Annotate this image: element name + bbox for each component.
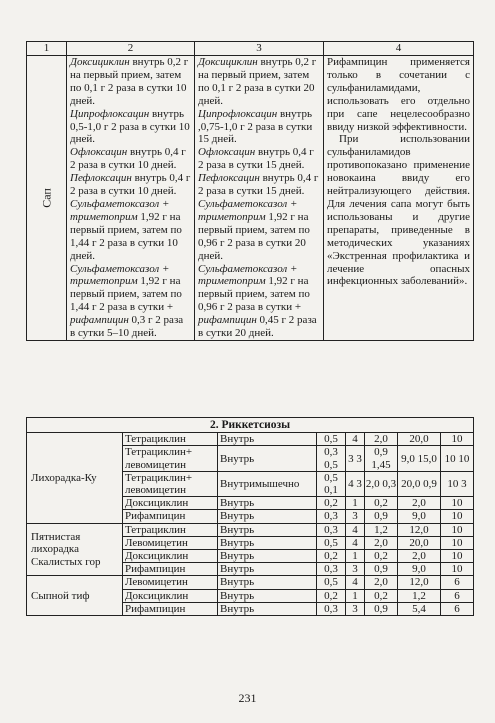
section-title: 2. Риккетсиозы bbox=[27, 418, 474, 433]
course-dose-cell: 20,0 bbox=[398, 433, 441, 446]
days-cell: 10 3 bbox=[441, 471, 474, 496]
route-cell: Внутрь bbox=[218, 589, 317, 602]
days-cell: 6 bbox=[441, 602, 474, 615]
drug-name: Ципрофлоксацин bbox=[70, 107, 150, 120]
daily-dose-cell: 0,9 bbox=[365, 563, 398, 576]
course-dose-cell: 12,0 bbox=[398, 523, 441, 536]
dose-cell: 0,3 bbox=[317, 602, 346, 615]
daily-dose-cell: 2,0 bbox=[365, 576, 398, 589]
daily-dose-cell: 1,2 bbox=[365, 523, 398, 536]
regimen-item bbox=[198, 172, 320, 198]
regimen-text: внутрь ,0,75-1,0 г 2 раза в сутки 15 дней. bbox=[198, 107, 313, 146]
disease-name: Пятнистая лихорадка Скалистых гор bbox=[27, 523, 123, 576]
regimen-item bbox=[70, 108, 191, 147]
glanders-row bbox=[27, 56, 474, 341]
route-cell: Внутрь bbox=[218, 563, 317, 576]
dose-cell: 0,5 bbox=[317, 433, 346, 446]
notes-cell bbox=[324, 56, 474, 341]
table-row bbox=[27, 576, 474, 589]
rickettsioses-table bbox=[26, 417, 474, 616]
dose-cell: 0,2 bbox=[317, 550, 346, 563]
regimen-item bbox=[70, 263, 191, 340]
days-cell: 6 bbox=[441, 576, 474, 589]
drug-name: рифампицин bbox=[198, 314, 257, 327]
daily-dose-cell: 2,0 bbox=[365, 433, 398, 446]
drug-cell: Левомицетин bbox=[123, 576, 218, 589]
col-number-1: 1 bbox=[27, 42, 67, 56]
days-cell: 10 bbox=[441, 497, 474, 510]
daily-dose-cell: 0,2 bbox=[365, 589, 398, 602]
regimen-text: 1,92 г на первый прием, затем по 0,96 г 2 раза в сутки 20 дней. bbox=[198, 210, 310, 262]
frequency-cell: 1 bbox=[346, 589, 365, 602]
frequency-cell: 3 bbox=[346, 563, 365, 576]
regimen-item bbox=[198, 263, 320, 340]
route-cell: Внутрь bbox=[218, 497, 317, 510]
daily-dose-cell: 2,0 0,3 bbox=[365, 471, 398, 496]
drug-name: Офлоксацин bbox=[70, 146, 128, 159]
disease-cell bbox=[27, 56, 67, 341]
drug-cell: Тетрациклин bbox=[123, 523, 218, 536]
drug-cell: Тетрациклин+ левомицетин bbox=[123, 471, 218, 496]
regimen-text: 0,45 г 2 раза в сутки 20 дней. bbox=[198, 314, 317, 340]
course-dose-cell: 5,4 bbox=[398, 602, 441, 615]
regimen-item bbox=[70, 198, 191, 263]
regimen-item bbox=[70, 56, 191, 108]
daily-dose-cell: 2,0 bbox=[365, 536, 398, 549]
drug-name: Пефлоксацин bbox=[70, 172, 132, 185]
regimen-text: 0,3 г 2 раза в сутки 5–10 дней. bbox=[70, 314, 184, 340]
dose-cell: 0,3 bbox=[317, 523, 346, 536]
days-cell: 10 bbox=[441, 550, 474, 563]
regimen-text: внутрь 0,2 г на первый прием, затем по 0,1 г 2 раза в сутки 10 дней. bbox=[70, 56, 189, 107]
regimen-text: внутрь 0,2 г на первый прием, затем по 0,1 г 2 раза в сутки 20 дней. bbox=[198, 56, 317, 107]
route-cell: Внутрь bbox=[218, 510, 317, 523]
regimen-text: внутрь 0,4 г 2 раза в сутки 10 дней. bbox=[70, 172, 191, 198]
frequency-cell: 1 bbox=[346, 550, 365, 563]
page-number: 231 bbox=[238, 691, 257, 705]
course-dose-cell: 2,0 bbox=[398, 497, 441, 510]
dose-cell: 0,5 bbox=[317, 576, 346, 589]
daily-dose-cell: 0,9 bbox=[365, 602, 398, 615]
course-dose-cell: 1,2 bbox=[398, 589, 441, 602]
treatment-cell bbox=[195, 56, 324, 341]
route-cell: Внутрь bbox=[218, 433, 317, 446]
route-cell: Внутрь bbox=[218, 536, 317, 549]
route-cell: Внутрь bbox=[218, 446, 317, 471]
drug-cell: Тетрациклин+ левомицетин bbox=[123, 446, 218, 471]
regimen-text: 1,92 г на первый прием, затем по 1,44 г 2 раза в сутки + bbox=[70, 275, 182, 314]
drug-cell: Доксициклин bbox=[123, 589, 218, 602]
drug-name: Ципрофлоксацин bbox=[198, 107, 278, 120]
days-cell: 10 bbox=[441, 433, 474, 446]
drug-cell: Доксициклин bbox=[123, 497, 218, 510]
drug-cell: Рифампицин bbox=[123, 510, 218, 523]
col-number-3: 3 bbox=[195, 42, 324, 56]
drug-name: Доксициклин bbox=[70, 56, 130, 68]
dose-cell: 0,5 0,1 bbox=[317, 471, 346, 496]
drug-name: Сульфаметоксазол + триметоприм bbox=[70, 262, 170, 288]
days-cell: 10 10 bbox=[441, 446, 474, 471]
dose-cell: 0,3 0,5 bbox=[317, 446, 346, 471]
dose-cell: 0,5 bbox=[317, 536, 346, 549]
drug-cell: Доксициклин bbox=[123, 550, 218, 563]
days-cell: 6 bbox=[441, 589, 474, 602]
drug-cell: Левомицетин bbox=[123, 536, 218, 549]
daily-dose-cell: 0,9 bbox=[365, 510, 398, 523]
course-dose-cell: 20,0 0,9 bbox=[398, 471, 441, 496]
regimen-item bbox=[198, 198, 320, 263]
column-number-row bbox=[27, 42, 474, 56]
frequency-cell: 4 bbox=[346, 536, 365, 549]
route-cell: Внутрь bbox=[218, 523, 317, 536]
regimen-item bbox=[70, 146, 191, 172]
dose-cell: 0,2 bbox=[317, 589, 346, 602]
regimen-item bbox=[198, 108, 320, 147]
regimen-text: 1,92 г на первый прием, затем по 0,96 г 2 раза в сутки + bbox=[198, 275, 310, 314]
drug-cell: Тетрациклин bbox=[123, 433, 218, 446]
days-cell: 10 bbox=[441, 563, 474, 576]
dose-cell: 0,3 bbox=[317, 563, 346, 576]
drug-name: Пефлоксацин bbox=[198, 172, 260, 185]
regimen-item bbox=[198, 146, 320, 172]
drug-name: рифампицин bbox=[70, 314, 129, 327]
route-cell: Внутрь bbox=[218, 550, 317, 563]
frequency-cell: 1 bbox=[346, 497, 365, 510]
drug-name: Доксициклин bbox=[198, 56, 258, 68]
disease-name: Лихорадка-Ку bbox=[27, 433, 123, 523]
col-number-4: 4 bbox=[324, 42, 474, 56]
days-cell: 10 bbox=[441, 510, 474, 523]
days-cell: 10 bbox=[441, 536, 474, 549]
table-row bbox=[27, 523, 474, 536]
drug-name: Сульфаметоксазол + триметоприм bbox=[70, 197, 170, 223]
days-cell: 10 bbox=[441, 523, 474, 536]
course-dose-cell: 9,0 15,0 bbox=[398, 446, 441, 471]
frequency-cell: 4 bbox=[346, 523, 365, 536]
drug-cell: Рифампицин bbox=[123, 602, 218, 615]
regimen-text: внутрь 0,5-1,0 г 2 раза в сутки 10 дней. bbox=[70, 107, 190, 146]
prophylaxis-cell bbox=[67, 56, 195, 341]
drug-name: Сульфаметоксазол + триметоприм bbox=[198, 197, 298, 223]
drug-cell: Рифампицин bbox=[123, 563, 218, 576]
course-dose-cell: 2,0 bbox=[398, 550, 441, 563]
note-paragraph: Рифампицин применяется только в сочетании с сульфаниламидами, использовать его отдельно при сапе нецелесообразно ввиду низкой эффективности. bbox=[327, 56, 470, 133]
drug-name: Офлоксацин bbox=[198, 146, 256, 159]
frequency-cell: 4 bbox=[346, 433, 365, 446]
daily-dose-cell: 0,2 bbox=[365, 550, 398, 563]
dose-cell: 0,3 bbox=[317, 510, 346, 523]
frequency-cell: 4 bbox=[346, 576, 365, 589]
regimen-item bbox=[198, 56, 320, 108]
drug-name: Сульфаметоксазол + триметоприм bbox=[198, 262, 298, 288]
course-dose-cell: 20,0 bbox=[398, 536, 441, 549]
course-dose-cell: 9,0 bbox=[398, 510, 441, 523]
regimen-text: внутрь 0,4 г 2 раза в сутки 15 дней. bbox=[198, 146, 314, 172]
course-dose-cell: 9,0 bbox=[398, 563, 441, 576]
regimen-text: 1,92 г на первый прием, затем по 1,44 г 2 раза в сутки 10 дней. bbox=[70, 210, 182, 262]
section-title-row bbox=[27, 418, 474, 433]
glanders-table bbox=[26, 41, 474, 341]
dose-cell: 0,2 bbox=[317, 497, 346, 510]
table-row bbox=[27, 433, 474, 446]
frequency-cell: 3 bbox=[346, 602, 365, 615]
disease-label: Сап bbox=[39, 188, 54, 208]
frequency-cell: 3 bbox=[346, 510, 365, 523]
daily-dose-cell: 0,9 1,45 bbox=[365, 446, 398, 471]
disease-name: Сыпной тиф bbox=[27, 576, 123, 616]
note-paragraph: При использовании сульфаниламидов противопоказано применение новокаина ввиду его нейтрализующего действия. Для лечения сапа могут быть использованы и другие препараты, приведенные в методических указаниях «Экстренная профилактика и лечение опасных инфекционных заболеваний». bbox=[327, 133, 470, 288]
route-cell: Внутримышечно bbox=[218, 471, 317, 496]
route-cell: Внутрь bbox=[218, 576, 317, 589]
frequency-cell: 3 3 bbox=[346, 446, 365, 471]
course-dose-cell: 12,0 bbox=[398, 576, 441, 589]
regimen-text: внутрь 0,4 г 2 раза в сутки 10 дней. bbox=[70, 146, 186, 172]
frequency-cell: 4 3 bbox=[346, 471, 365, 496]
daily-dose-cell: 0,2 bbox=[365, 497, 398, 510]
route-cell: Внутрь bbox=[218, 602, 317, 615]
col-number-2: 2 bbox=[67, 42, 195, 56]
regimen-item bbox=[70, 172, 191, 198]
regimen-text: внутрь 0,4 г 2 раза в сутки 15 дней. bbox=[198, 172, 319, 198]
